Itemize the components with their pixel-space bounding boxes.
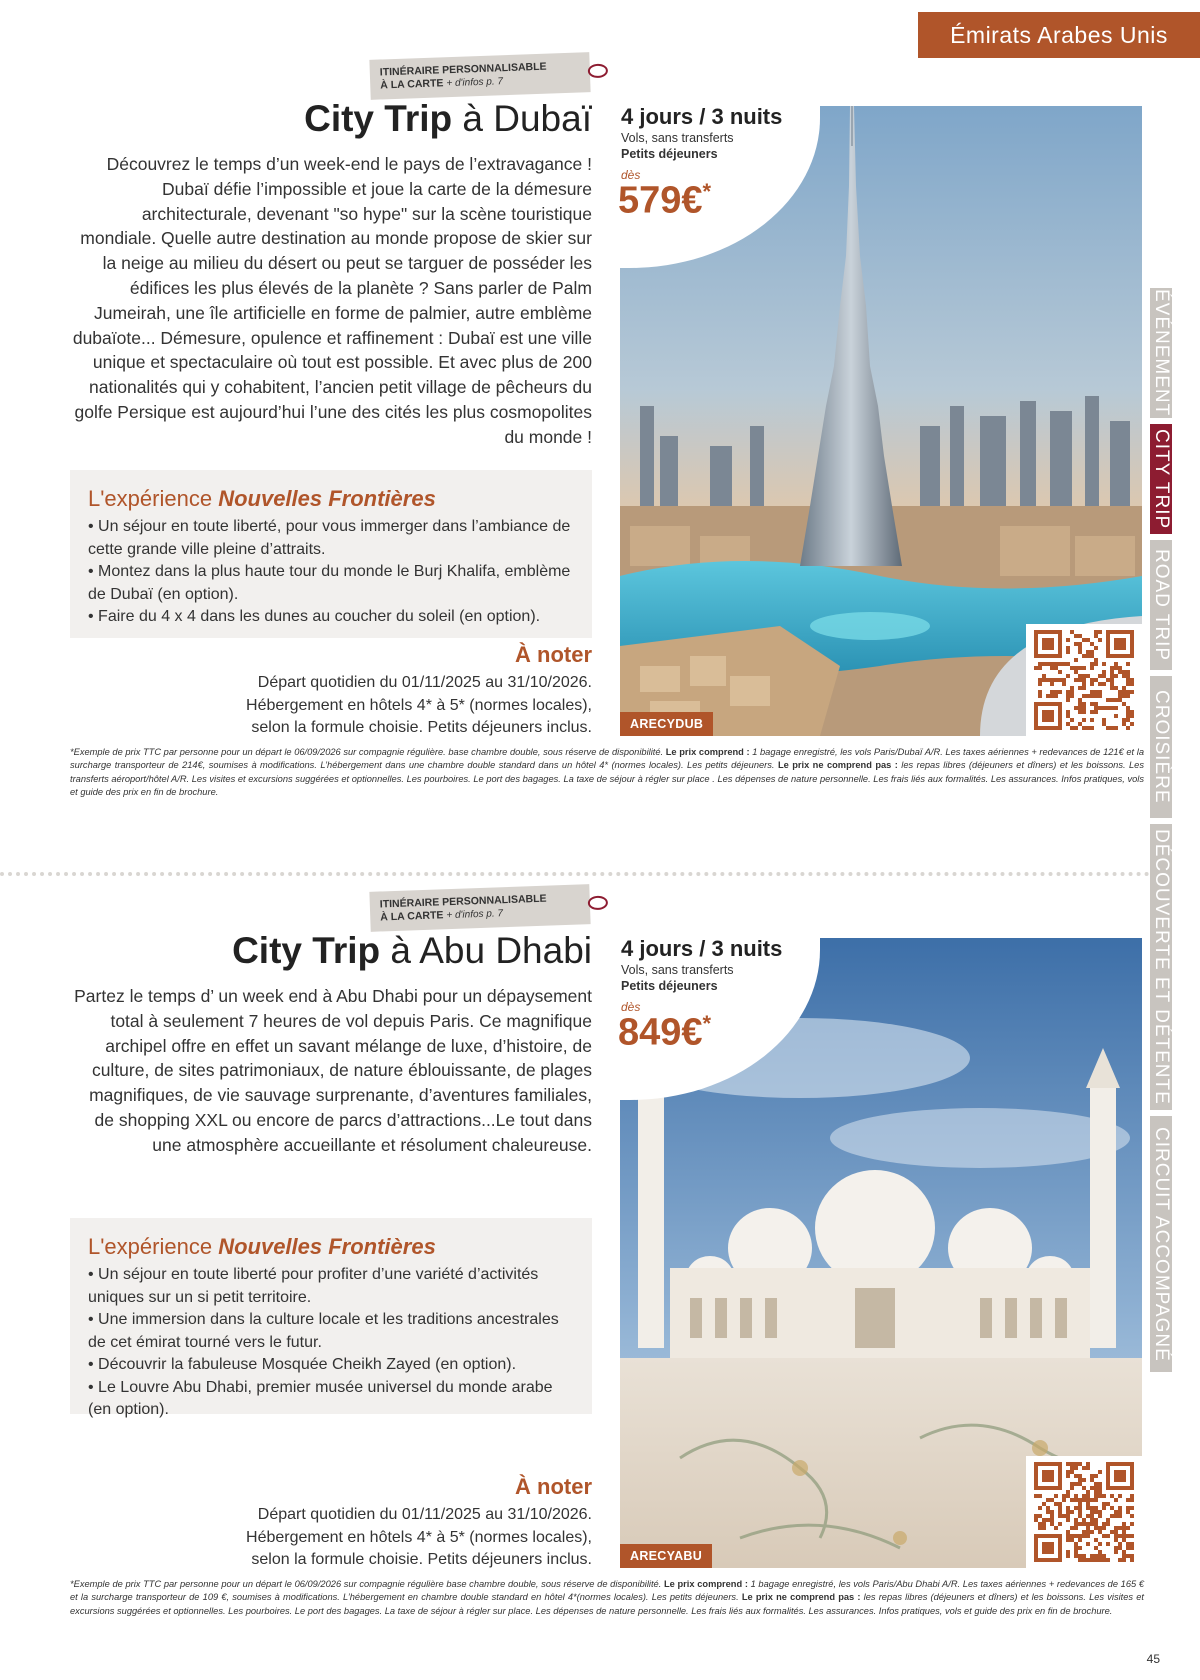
duration: 4 jours / 3 nuits bbox=[621, 936, 783, 961]
duration: 4 jours / 3 nuits bbox=[621, 104, 783, 129]
tag-line-1: ITINÉRAIRE PERSONNALISABLE bbox=[379, 60, 547, 79]
note-text: Départ quotidien du 01/11/2025 au 31/10/2026. Hébergement en hôtels 4* à 5* (normes locales), selon la formule choisie. Petits déjeuners inclus. bbox=[246, 674, 592, 736]
price-from: dès bbox=[621, 168, 641, 182]
experience-list bbox=[88, 516, 574, 629]
note-title: À noter bbox=[515, 1474, 592, 1499]
experience-list bbox=[88, 1264, 574, 1422]
qr-matrix bbox=[1032, 1462, 1136, 1562]
side-tab-city-trip[interactable]: CITY TRIP bbox=[1150, 424, 1172, 534]
trip-code-badge: ARECYABU bbox=[620, 1544, 712, 1568]
experience-box bbox=[70, 1218, 592, 1418]
trip-title: City Trip à Abu Dhabi bbox=[232, 930, 592, 971]
tag-line-2: À LA CARTE + d'infos p. 7 bbox=[380, 76, 504, 92]
list-item: • Une immersion dans la culture locale et les traditions ancestrales de cet émirat tourné vers le futur. bbox=[88, 1309, 574, 1354]
footnote-abu-dhabi: *Exemple de prix TTC par personne pour un départ le 06/09/2026 sur compagnie régulière base chambre double, sous réserve de disponibilité. Le prix comprend : 1 bagage enregistré, les vols Paris/Abu Dhabi A/R. Les taxes aériennes + redevances de 165 € et la surcharge transporteur de 109 €, soumises à modifications. L’hébergement en chambre double standard en hôtel 4*(normes locales). Les petits déjeuners. Le prix ne comprend pas : les repas libres (déjeuners et dîners) et les boissons. Les visites et excursions suggérées et optionnelles. Les pourboires. Le port des bagages. La taxe de séjour à régler sur place. Les dépenses de nature personnelle. Les frais liés aux formalités. Les assurances. Infos pratiques, vols et guide des prix en fin de brochure. bbox=[70, 1579, 1145, 1616]
tag-line-2: À LA CARTE + d'infos p. 7 bbox=[380, 908, 504, 924]
side-tab-evenement[interactable]: ÉVÉNEMENT bbox=[1151, 289, 1172, 417]
customizable-tag bbox=[369, 884, 590, 932]
side-tab-decouverte[interactable]: DÉCOUVERTE ET DÉTENTE bbox=[1150, 824, 1172, 1110]
tag-line-1: ITINÉRAIRE PERSONNALISABLE bbox=[379, 892, 547, 911]
list-item: • Découvrir la fabuleuse Mosquée Cheikh Zayed (en option). bbox=[88, 1354, 574, 1377]
note-title: À noter bbox=[515, 642, 592, 667]
list-item: • Montez dans la plus haute tour du monde le Burj Khalifa, emblème de Dubaï (en option). bbox=[88, 561, 574, 606]
side-tabs bbox=[1150, 288, 1200, 1378]
flights-info: Vols, sans transferts bbox=[621, 963, 734, 977]
ribbon-knot-icon bbox=[588, 64, 608, 79]
experience-title: L'expérience Nouvelles Frontières bbox=[88, 486, 436, 511]
list-item: • Un séjour en toute liberté pour profiter d’une variété d’activités uniques sur un si petit territoire. bbox=[88, 1264, 574, 1309]
price: 849€* bbox=[618, 1011, 712, 1054]
side-tab-croisiere[interactable]: CROISIÈRE bbox=[1150, 676, 1172, 818]
trip-title: City Trip à Dubaï bbox=[304, 98, 592, 139]
page-number: 45 bbox=[1146, 1652, 1160, 1666]
meals-info: Petits déjeuners bbox=[621, 147, 718, 161]
list-item: • Un séjour en toute liberté, pour vous immerger dans l’ambiance de cette grande ville pleine d’attraits. bbox=[88, 516, 574, 561]
flights-info: Vols, sans transferts bbox=[621, 131, 734, 145]
side-tab-road-trip[interactable]: ROAD TRIP bbox=[1150, 540, 1172, 670]
country-banner: Émirats Arabes Unis bbox=[918, 12, 1200, 58]
trip-intro: Partez le temps d’ un week end à Abu Dhabi pour un dépaysement total à seulement 7 heures de vol depuis Paris. Ce magnifique archipel offre en effet un savant mélange de luxe, d’histoire, de culture, de sites patrimoniaux, de nature éblouissante, de plages magnifiques, de vie sauvage surprenante, d’aventures familiales, de shopping XXL ou encore de parcs d’attractions...Le tout dans une atmosphère accueillante et résolument chaleureuse. bbox=[74, 986, 592, 1155]
qr-matrix bbox=[1032, 630, 1136, 730]
list-item: • Le Louvre Abu Dhabi, premier musée universel du monde arabe (en option). bbox=[88, 1377, 574, 1422]
meals-info: Petits déjeuners bbox=[621, 979, 718, 993]
list-item: • Faire du 4 x 4 dans les dunes au coucher du soleil (en option). bbox=[88, 606, 574, 629]
note-text: Départ quotidien du 01/11/2025 au 31/10/2026. Hébergement en hôtels 4* à 5* (normes locales), selon la formule choisie. Petits déjeuners inclus. bbox=[246, 1506, 592, 1568]
price: 579€* bbox=[618, 179, 712, 222]
ribbon-knot-icon bbox=[588, 896, 608, 911]
qr-code-icon[interactable] bbox=[1026, 624, 1142, 736]
experience-box bbox=[70, 470, 592, 638]
trip-intro: Découvrez le temps d’un week-end le pays de l’extravagance ! Dubaï défie l’impossible et joue la carte de la démesure architecturale, devenant "so hype" sur la scène touristique mondiale. Quelle autre destination au monde propose de skier sur la neige au milieu du désert ou peut se targuer de posséder les édifices les plus élevés de la planète ? Sans parler de Palm Jumeirah, une île artificielle en forme de palmier, autre emblème dubaïote... Démesure, opulence et raffinement : Dubaï est une ville unique et spectaculaire où tout est possible. Et avec plus de 200 nationalités qui y cohabitent, l’ancien petit village de pêcheurs du golfe Persique est aujourd’hui l’une des cités les plus cosmopolites du monde ! bbox=[72, 154, 592, 447]
price-from: dès bbox=[621, 1000, 641, 1014]
footnote-dubai: *Exemple de prix TTC par personne pour un départ le 06/09/2026 sur compagnie régulière. base chambre double, sous réserve de disponibilité. Le prix comprend : 1 bagage enregistré, les vols Paris/Dubaï A/R. Les taxes aériennes + redevances de 121€ et la surcharge transporteur de 214€, soumises à modifications. L’hébergement dans une chambre double standard dans un hôtel 4* (normes locales). Les petits déjeuners. Le prix ne comprend pas : les repas libres (déjeuners et dîners) et les boissons. Les transferts aéroport/hôtel A/R. Les visites et excursions suggérées et optionnelles. Les pourboires. Le port des bagages. La taxe de séjour à régler sur place . Les dépenses de nature personnelle. Les frais liés aux formalités. Les assurances. Infos pratiques, vols et guide des prix en fin de brochure. bbox=[70, 747, 1144, 797]
customizable-tag bbox=[369, 52, 590, 100]
experience-title: L'expérience Nouvelles Frontières bbox=[88, 1234, 436, 1259]
section-divider bbox=[0, 872, 1150, 876]
side-tab-circuit[interactable]: CIRCUIT ACCOMPAGNÉ bbox=[1150, 1116, 1172, 1372]
qr-code-icon[interactable] bbox=[1026, 1456, 1142, 1568]
trip-code-badge: ARECYDUB bbox=[620, 712, 713, 736]
